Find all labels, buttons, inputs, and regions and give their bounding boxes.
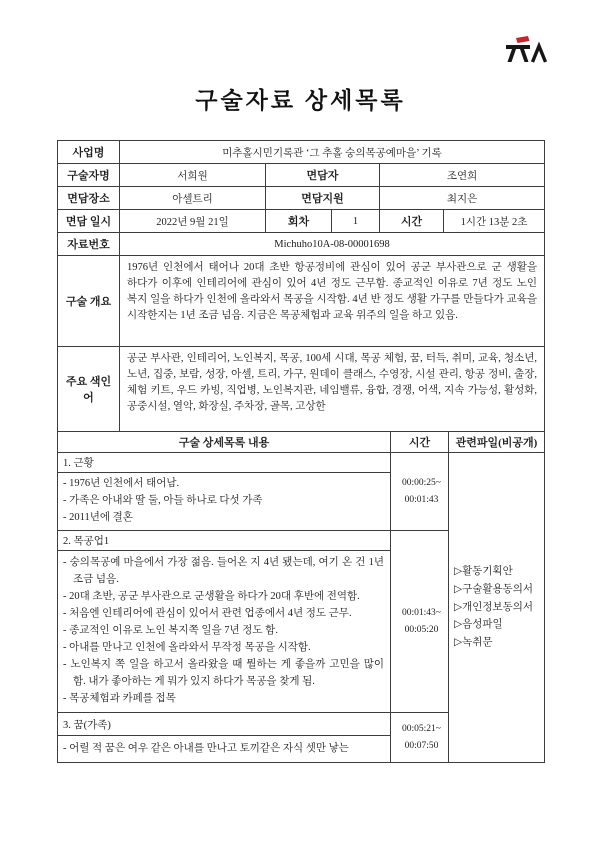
section2-bullets — [58, 551, 391, 713]
overview-label: 구술 개요 — [58, 256, 120, 347]
row-keywords — [58, 347, 545, 432]
detail-header-row — [58, 432, 545, 453]
narrator-value: 서희원 — [120, 164, 266, 187]
session-value: 1 — [332, 210, 380, 233]
keywords-label: 주요 색인어 — [58, 347, 120, 432]
support-value: 최지은 — [380, 187, 545, 210]
section3-time-start: 00:05:21~ — [402, 724, 441, 735]
file-item: ▷음성파일 — [454, 619, 503, 631]
place-label: 면담장소 — [58, 187, 120, 210]
section2-title: 2. 목공업1 — [63, 536, 110, 547]
file-item: ▷구술활용동의서 — [454, 584, 534, 596]
page-title: 구술자료 상세목록 — [195, 88, 406, 113]
section1-title-row — [58, 453, 545, 473]
bullet-item: - 숭의목공예 마을에서 가장 젊음. 들어온 지 4년 됐는데, 여기 온 건 1년 조금 넘음. — [63, 557, 384, 585]
archive-logo-svg — [505, 36, 547, 64]
overview-text: 1976년 인천에서 태어나 20대 초반 항공정비에 관심이 있어 공군 부사관으로 군 생활을 하다가 이후에 인테리어에 관심이 있어 4년 정도 근무함. 종교적인 이유로 7년 정도 노인 복지 일을 하다가 인천에 올라와서 목공을 시작함. 4년 반 정도 생활 가구를 만들다가 교육을 시작한지는 1년 조금 넘음. 지금은 목공체험과 교육 위주의 일을 하고 있음. — [127, 262, 538, 321]
section2-time-end: 00:05:20 — [404, 624, 439, 635]
bullet-item: - 가족은 아내와 딸 둘, 아들 하나로 다섯 가족 — [63, 495, 263, 506]
bullet-item: - 처음엔 인테리어에 관심이 있어서 관련 업종에서 4년 정도 근무. — [63, 608, 352, 619]
bullet-item: - 20대 초반, 공군 부사관으로 군생활을 하다가 20대 후반에 전역함. — [63, 591, 360, 602]
section2-time-start: 00:01:43~ — [402, 608, 441, 619]
archive-logo-icon — [505, 36, 547, 64]
duration-value: 1시간 13분 2초 — [444, 210, 545, 233]
bullet-item: - 1976년 인천에서 태어남. — [63, 478, 180, 489]
project-value: 미추홀시민기록관 ‘그 추홀 숭의목공예마을’ 기록 — [120, 141, 545, 164]
section1-time — [391, 453, 449, 531]
file-item: ▷개인정보동의서 — [454, 601, 534, 613]
row-place — [58, 187, 545, 210]
keywords-text: 공군 부사관, 인테리어, 노인복지, 목공, 100세 시대, 목공 체험, 꿈, 터득, 취미, 교육, 청소년, 노년, 집중, 보람, 성장, 아셀, 트리, 가구, 원데이 클래스, 수영장, 시설 관리, 항공 정비, 출장, 체험 키트, 우드 카빙, 직업병, 노인복지관, 네임밸류, 융합, 경쟁, 어색, 지속 가능성, 활성화, 공중시설, 열악, 화장실, 주차장, 골목, 고상한 — [127, 353, 538, 412]
bullet-item: - 2011년에 결혼 — [63, 512, 133, 523]
date-label: 면담 일시 — [58, 210, 120, 233]
row-project — [58, 141, 545, 164]
interviewer-value: 조연희 — [380, 164, 545, 187]
bullet-item: - 노인복지 쪽 일을 하고서 올라왔을 때 뭘하는 게 좋을까 고민을 많이 함. 내가 좋아하는 게 뭐가 있지 하다가 목공을 찾게 됨. — [63, 659, 384, 687]
row-date — [58, 210, 545, 233]
detail-files-header: 관련파일(비공개) — [449, 432, 545, 453]
section1-time-start: 00:00:25~ — [402, 478, 441, 489]
related-files-cell — [449, 453, 545, 763]
section3-time — [391, 713, 449, 763]
file-item: ▷녹취문 — [454, 636, 493, 648]
section3-time-end: 00:07:50 — [404, 740, 439, 751]
row-narrator — [58, 164, 545, 187]
session-label: 회차 — [266, 210, 332, 233]
detail-time-header: 시간 — [391, 432, 449, 453]
content-tables — [57, 140, 544, 763]
place-value: 아셀트리 — [120, 187, 266, 210]
section3-title: 3. 꿈(가족) — [63, 719, 111, 731]
section1-time-end: 00:01:43 — [404, 494, 439, 505]
row-overview — [58, 256, 545, 347]
detail-content-header: 구술 상세목록 내용 — [58, 432, 391, 453]
doc-no-label: 자료번호 — [58, 233, 120, 256]
overview-cell — [120, 256, 545, 347]
project-label: 사업명 — [58, 141, 120, 164]
section1-title: 1. 근황 — [63, 458, 94, 469]
section2-time — [391, 531, 449, 713]
doc-no-value: Michuho10A-08-00001698 — [120, 233, 545, 256]
bullet-item: - 종교적인 이유로 노인 복지쪽 일을 7년 정도 함. — [63, 625, 278, 636]
section3-bullets — [58, 736, 391, 763]
bullet-item: - 어릴 적 꿈은 여우 같은 아내를 만나고 토끼같은 자식 셋만 낳는 — [63, 742, 349, 754]
interviewer-label: 면담자 — [266, 164, 380, 187]
duration-label: 시간 — [380, 210, 444, 233]
keywords-cell — [120, 347, 545, 432]
file-item: ▷활동기획안 — [454, 566, 513, 578]
bullet-item: - 아내를 만나고 인천에 올라와서 무작정 목공을 시작함. — [63, 642, 311, 653]
detail-list-table — [57, 431, 545, 763]
narrator-label: 구술자명 — [58, 164, 120, 187]
support-label: 면담지원 — [266, 187, 380, 210]
bullet-item: - 목공체험과 카페를 접목 — [63, 693, 176, 704]
interview-info-table — [57, 140, 545, 432]
date-value: 2022년 9월 21일 — [120, 210, 266, 233]
section1-bullets — [58, 473, 391, 531]
row-doc-no — [58, 233, 545, 256]
